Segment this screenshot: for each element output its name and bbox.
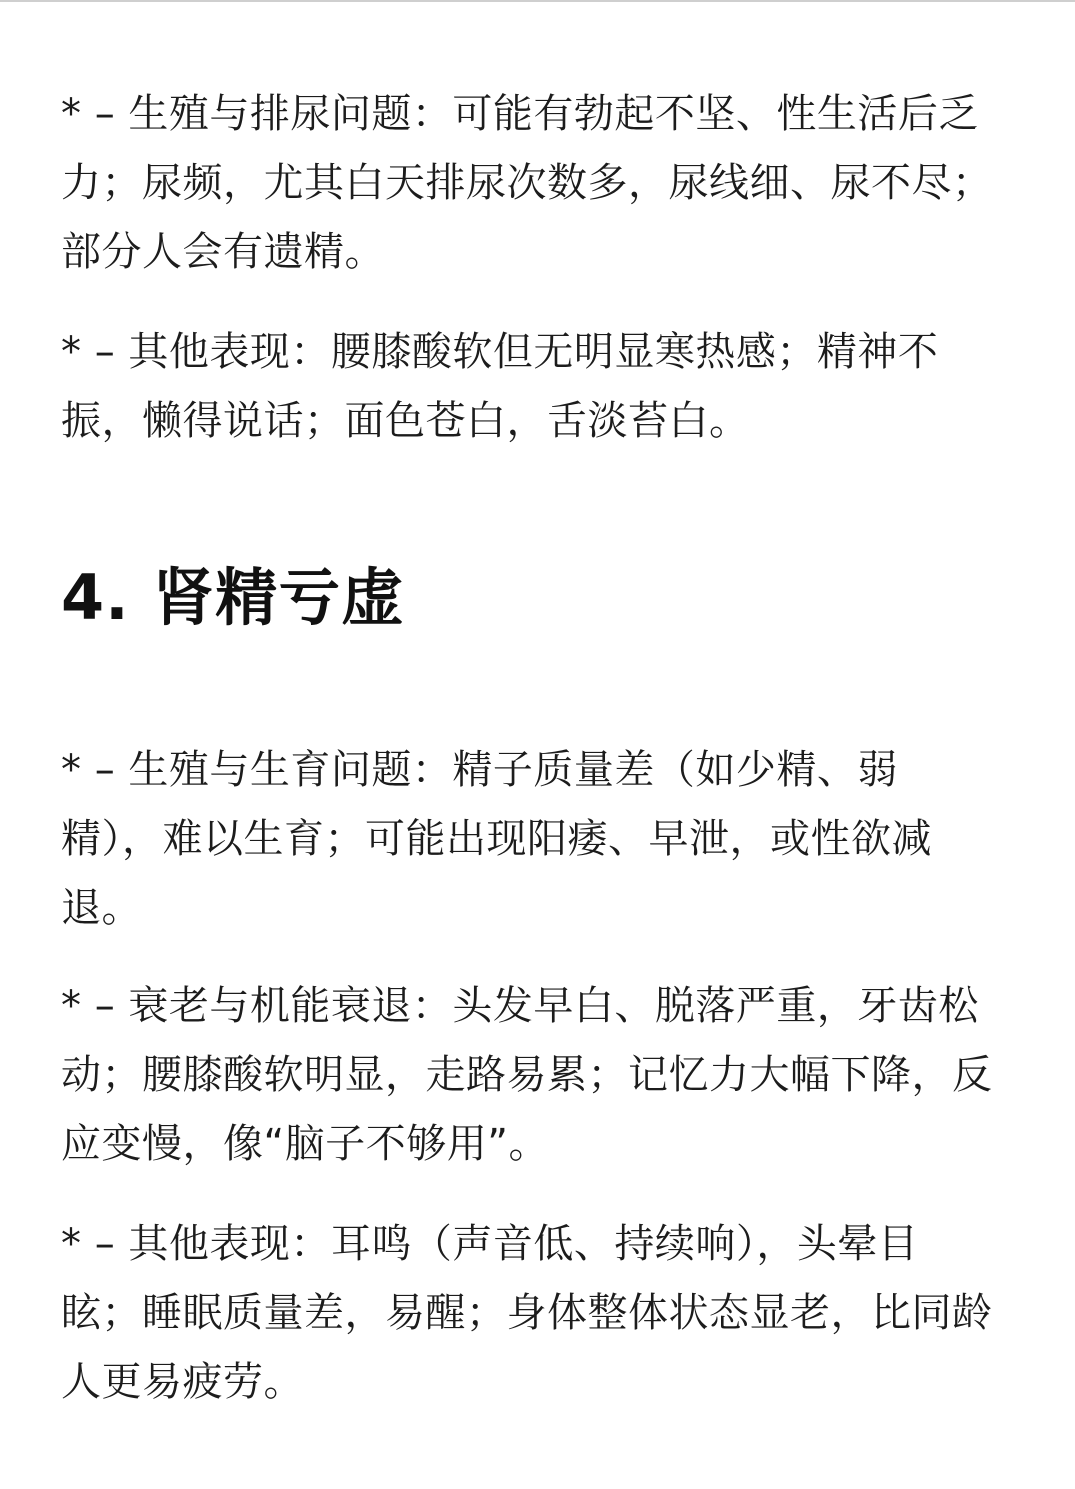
text-line: * – 衰老与机能衰退：头发早白、脱落严重，牙齿松 bbox=[61, 983, 979, 1029]
text-line: * – 其他表现：腰膝酸软但无明显寒热感；精神不 bbox=[61, 329, 939, 375]
bullet-reproductive-urinary bbox=[61, 80, 1021, 287]
bullet-reproduction-fertility bbox=[61, 736, 1021, 943]
bullet-other-symptoms bbox=[61, 1210, 1021, 1417]
bullet-aging-decline bbox=[61, 972, 1021, 1179]
text-line: 眩；睡眠质量差，易醒；身体整体状态显老，比同龄 bbox=[61, 1290, 993, 1336]
text-line: 应变慢，像“脑子不够用”。 bbox=[61, 1121, 549, 1167]
text-line: 部分人会有遗精。 bbox=[61, 229, 385, 275]
text-line: 力；尿频，尤其白天排尿次数多，尿线细、尿不尽； bbox=[61, 160, 993, 206]
text-line: 精），难以生育；可能出现阳痿、早泄，或性欲减 bbox=[61, 816, 932, 862]
text-line: * – 其他表现：耳鸣（声音低、持续响），头晕目 bbox=[61, 1221, 919, 1267]
text-line: 退。 bbox=[61, 885, 142, 931]
text-line: * – 生殖与排尿问题：可能有勃起不坚、性生活后乏 bbox=[61, 91, 979, 137]
text-line: 动；腰膝酸软明显，走路易累；记忆力大幅下降，反 bbox=[61, 1052, 993, 1098]
bullet-other-symptoms bbox=[61, 318, 1021, 456]
top-divider bbox=[0, 0, 1075, 2]
section-heading: 4. 肾精亏虚 bbox=[61, 561, 405, 634]
text-line: 振，懒得说话；面色苍白，舌淡苔白。 bbox=[61, 398, 750, 444]
text-line: * – 生殖与生育问题：精子质量差（如少精、弱 bbox=[61, 747, 898, 793]
text-line: 人更易疲劳。 bbox=[61, 1359, 304, 1405]
